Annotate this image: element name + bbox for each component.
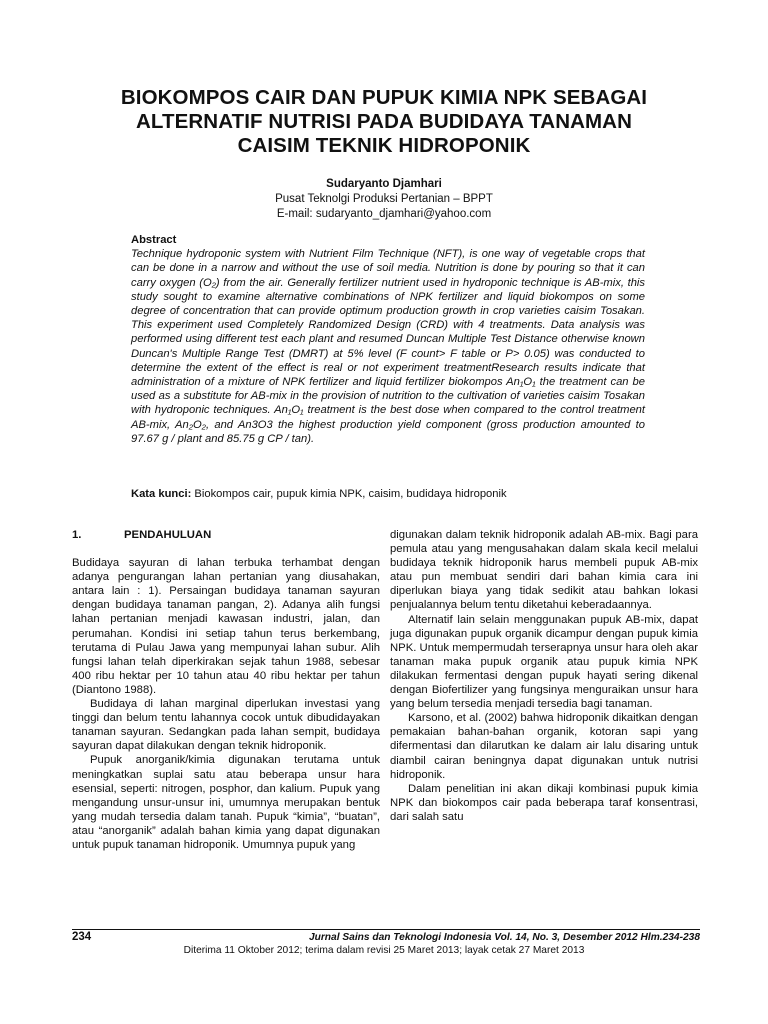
right-paragraph-1: digunakan dalam teknik hidroponik adalah AB-mix. Bagi para pemula atau yang mengusahakan dalam skala kecil melalui budidaya teknik hidroponik harus membeli pupuk AB-mix atau pun membuat sendiri dari bahan kimia cara ini diperlukan biaya yang tidak sedikit atau bahkan lokasi penjualannya belum tentu diketahui keberadaannya. — [390, 529, 698, 612]
journal-reference: Jurnal Sains dan Teknologi Indonesia Vol. 14, No. 3, Desember 2012 Hlm.234-238 — [308, 932, 700, 943]
right-paragraph-2: Alternatif lain selain menggunakan pupuk AB-mix, dapat juga digunakan pupuk organik dicampur dengan pupuk kimia NPK. Untuk mempermudah terserapnya unsur hara oleh akar tanaman maka pupuk organik atau pupuk kimia NPK dilakukan fermentasi dengan pupuk hayati sering dikenal dengan Biofertilizer yang fungsinya menguraikan unsur hara yang belum tersedia menjadi tersedia bagi tanaman. — [390, 613, 698, 711]
left-paragraph-2: Budidaya di lahan marginal diperlukan investasi yang tinggi dan belum tentu lahannya cocok untuk dibudidayakan tanaman sayuran. Sedangkan pada lahan sempit, budidaya sayuran dapat dilakukan dengan teknik hidroponik. — [72, 698, 380, 753]
left-column — [72, 528, 380, 852]
title-line-2: ALTERNATIF NUTRISI PADA BUDIDAYA TANAMAN — [136, 110, 632, 133]
left-paragraph-3: Pupuk anorganik/kimia digunakan terutama untuk meningkatkan suplai satu atau beberapa unsur hara esensial, seperti: nitrogen, posphor, dan kalium. Pupuk yang mengandung unsur-unsur ini, umumnya merupakan bentuk yang mudah tersedia dalam tanah. Pupuk “kimia”, “buatan”, atau “anorganik” adalah bahan kimia yang dapat digunakan untuk pupuk tanaman hidroponik. Umumnya pupuk yang — [72, 754, 380, 851]
author-name: Sudaryanto Djamhari — [326, 178, 442, 190]
abstract-text: Technique hydroponic system with Nutrient Film Technique (NFT), is one way of vegetable crops that can be done in a narrow and without the use of soil media. Nutrition is done by pouring so that it can carry oxygen (O₂) from the air. Generally fertilizer nutrient used in hydroponic technique is AB-mix, this study sought to examine alternative combinations of NPK fertilizer and liquid biokompos on some degree of concentration that can provide optimum production growth in crop varieties caisim Tosakan. This experiment used Completely Randomized Design (CRD) with 4 treatments. Data analysis was performed using different test each plant and resumed Duncan Multiple Test Distance otherwise known Duncan's Multiple Range Test (DMRT) at 5% level (F count> F table or P> 0.05) was conducted to determine the extent of the effect is real or not experiment treatmentResearch results indicate that administration of a mixture of NPK fertilizer and liquid fertilizer biokompos An₁O₁ the treatment can be used as a substitute for AB-mix in the provision of nutrition to the cultivation of varieties caisim Tosakan with hydroponic techniques. An₁O₁ treatment is the best dose when compared to the control treatment AB-mix, An₂O₂, and An3O3 the highest production yield component (gross production amounted to 97.67 g / plant and 85.75 g CP / tan). — [131, 248, 645, 445]
author-email: E-mail: sudaryanto_djamhari@yahoo.com — [276, 208, 492, 220]
keywords-label: Kata kunci: — [131, 488, 192, 500]
page-number: 234 — [72, 931, 92, 943]
right-column — [390, 528, 698, 824]
author-block — [70, 177, 698, 222]
title-line-1: BIOKOMPOS CAIR DAN PUPUK KIMIA NPK SEBAGAI — [120, 86, 648, 109]
title-line-3: CAISIM TEKNIK HIDROPONIK — [237, 134, 531, 157]
section-heading-introduction — [72, 528, 380, 542]
right-paragraph-3: Karsono, et al. (2002) bahwa hidroponik dikaitkan dengan pemakaian bahan-bahan organik, kotoran sapi yang difermentasi dan dilarutkan ke dalam air lalu disaring untuk diambil cairan beningnya dapat digunakan untuk nutrisi hidroponik. — [390, 712, 698, 781]
left-paragraph-1: Budidaya sayuran di lahan terbuka terhambat dengan adanya pengurangan lahan pertanian yang diusahakan, antara lain : 1). Persaingan budidaya tanaman sayuran dengan budidaya tanaman pangan, 2). Adanya alih fungsi lahan pertanian menjadi kawasan industri, jalan, dan perumahan. Kondisi ini setiap tahun terus berkembang, terutama di Pulau Jawa yang mempunyai lahan subur. Alih fungsi lahan telah diperkirakan sejak tahun 1988, sebesar 400 ribu hektar per 10 tahun atau 40 ribu hektar per tahun (Diantono 1988). — [72, 557, 380, 696]
received-dates: Diterima 11 Oktober 2012; terima dalam revisi 25 Maret 2013; layak cetak 27 Maret 2013 — [183, 945, 585, 956]
footer-divider — [72, 929, 700, 930]
keywords-text: Biokompos cair, pupuk kimia NPK, caisim, budidaya hidroponik — [191, 488, 507, 500]
right-paragraph-4: Dalam penelitian ini akan dikaji kombinasi pupuk kimia NPK dan biokompos cair pada beberapa taraf konsentrasi, dari salah satu — [390, 782, 698, 823]
keywords — [131, 487, 645, 501]
abstract-heading: Abstract — [131, 234, 177, 246]
section-title: PENDAHULUAN — [124, 529, 212, 541]
section-number: 1. — [72, 529, 82, 541]
abstract-section — [131, 233, 645, 446]
paper-title — [70, 86, 698, 158]
author-affiliation: Pusat Teknolgi Produksi Pertanian – BPPT — [275, 193, 493, 205]
